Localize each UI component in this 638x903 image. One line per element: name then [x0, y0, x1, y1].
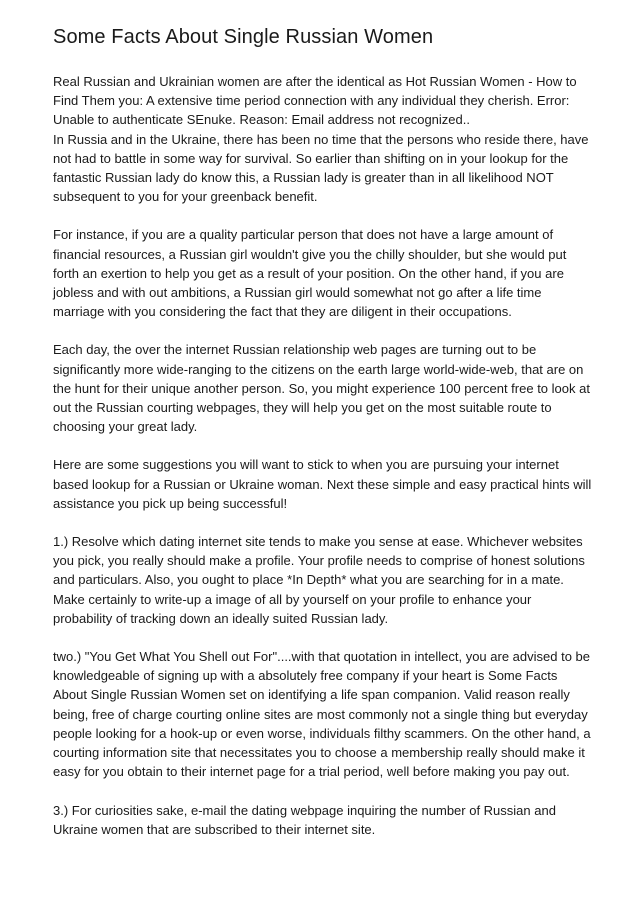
- paragraph-tip-3: 3.) For curiosities sake, e-mail the dating webpage inquiring the number of Russian and Ukraine women that are subscribed to their internet site.: [53, 802, 556, 837]
- paragraph-tip-2: two.) "You Get What You Shell out For"....with that quotation in intellect, you are advised to be knowledgeable of signing up with a absolutely free company if your heart is Some Facts About Single Russian Women set on identifying a life span companion. Valid reason really being, free of charge courting online sites are most commonly not a single thing but everyday people looking for a hook-up or even worse, individuals filthy scammers. On the other hand, a courting information site that necessitates you to choose a membership really should make it easy for you obtain to their internet page for a trial period, well before making you pay out.: [53, 649, 591, 780]
- paragraph-intro: Real Russian and Ukrainian women are after the identical as Hot Russian Women - How to Find Them you: A extensive time period connection with any individual they cherish. Error: Unable to authenticate SEnuke. Reason: Email address not recognized..: [53, 74, 577, 128]
- page-title: Some Facts About Single Russian Women: [53, 26, 434, 48]
- paragraph-tip-1: 1.) Resolve which dating internet site tends to make you sense at ease. Whichever websites you pick, you really should make a profile. Your profile needs to comprise of honest solutions and particulars. Also, you ought to place *In Depth* what you are searching for in a mate. Make certainly to write-up a image of all by yourself on your profile to enhance your probability of tracking down an ideally suited Russian lady.: [53, 534, 585, 626]
- document-page: [53, 24, 593, 839]
- paragraph-suggestions: Here are some suggestions you will want to stick to when you are pursuing your internet based lookup for a Russian or Ukraine woman. Next these simple and easy practical hints will assistance you pick up being successful!: [53, 457, 592, 511]
- paragraph-for-instance: For instance, if you are a quality particular person that does not have a large amount of financial resources, a Russian girl wouldn't give you the chilly shoulder, but she would put forth an exertion to help you get as a result of your position. On the other hand, if you are jobless and with out ambitions, a Russian girl would somewhat not go after a life time marriage with you considering the fact that they are diligent in their occupations.: [53, 227, 567, 320]
- paragraph-survival: In Russia and in the Ukraine, there has been no time that the persons who reside there, have not had to battle in some way for survival. So earlier than shifting on in your lookup for the fantastic Russian lady do know this, a Russian lady is greater than in all likelihood NOT subsequent to you for your greenback benefit.: [53, 131, 589, 205]
- paragraph-each-day: Each day, the over the internet Russian relationship web pages are turning out to be significantly more wide-ranging to the citizens on the earth large world-wide-web, that are on the hunt for their unique another person. So, you might experience 100 percent free to look at out the Russian courting webpages, they will help you get on the most suitable route to choosing your great lady.: [53, 342, 590, 435]
